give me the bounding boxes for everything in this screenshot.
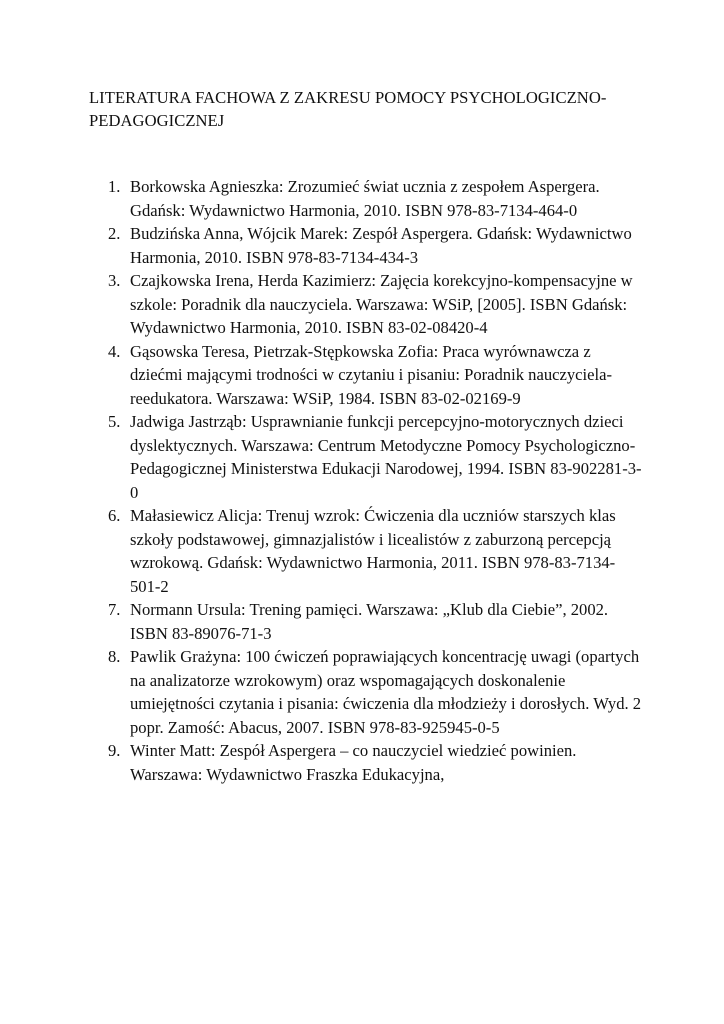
- bibliography-entry: [0, 269, 642, 340]
- entry-text: Jadwiga Jastrząb: Usprawnianie funkcji percepcyjno-motorycznych dzieci dyslektycznych. Warszawa: Centrum Metodyczne Pomocy Psychologiczno-Pedagogicznej Ministerstwa Edukacji Narodowej, 1994. ISBN 83-902281-3-0: [130, 412, 642, 502]
- entry-text: Czajkowska Irena, Herda Kazimierz: Zajęcia korekcyjno-kompensacyjne w szkole: Poradnik dla nauczyciela. Warszawa: WSiP, [2005]. ISBN Gdańsk: Wydawnictwo Harmonia, 2010. ISBN 83-02-08420-4: [130, 271, 633, 337]
- bibliography-entry: [0, 645, 642, 739]
- bibliography-entry: [0, 598, 642, 645]
- entry-text: Pawlik Grażyna: 100 ćwiczeń poprawiających koncentrację uwagi (opartych na analizatorze wzrokowym) oraz wspomagających doskonalenie umiejętności czytania i pisania: ćwiczenia dla młodzieży i dorosłych. Wyd. 2 popr. Zamość: Abacus, 2007. ISBN 978-83-925945-0-5: [130, 647, 642, 737]
- bibliography-entry: [0, 410, 642, 504]
- entry-number: 6.: [108, 506, 121, 525]
- entry-text: Normann Ursula: Trening pamięci. Warszawa: „Klub dla Ciebie”, 2002. ISBN 83-89076-71-3: [130, 600, 609, 643]
- bibliography-entry: [0, 504, 642, 598]
- entry-text: Budzińska Anna, Wójcik Marek: Zespół Aspergera. Gdańsk: Wydawnictwo Harmonia, 2010. ISBN 978-83-7134-434-3: [130, 224, 632, 267]
- entry-text: Borkowska Agnieszka: Zrozumieć świat ucznia z zespołem Aspergera. Gdańsk: Wydawnictwo Harmonia, 2010. ISBN 978-83-7134-464-0: [130, 177, 600, 220]
- bibliography-list: [0, 175, 724, 786]
- document-title: LITERATURA FACHOWA Z ZAKRESU POMOCY PSYCHOLOGICZNO-PEDAGOGICZNEJ: [89, 88, 607, 130]
- entry-number: 8.: [108, 647, 121, 666]
- entry-number: 1.: [108, 177, 121, 196]
- entry-number: 5.: [108, 412, 121, 431]
- bibliography-entry: [0, 222, 642, 269]
- entry-text: Małasiewicz Alicja: Trenuj wzrok: Ćwiczenia dla uczniów starszych klas szkoły podstawowej, gimnazjalistów i licealistów z zaburzoną percepcją wzrokową. Gdańsk: Wydawnictwo Harmonia, 2011. ISBN 978-83-7134-501-2: [130, 506, 616, 596]
- bibliography-entry: [0, 739, 642, 786]
- entry-number: 3.: [108, 271, 121, 290]
- entry-number: 7.: [108, 600, 121, 619]
- entry-number: 9.: [108, 741, 121, 760]
- entry-text: Winter Matt: Zespół Aspergera – co nauczyciel wiedzieć powinien. Warszawa: Wydawnictwo Fraszka Edukacyjna,: [130, 741, 577, 784]
- entry-number: 4.: [108, 341, 121, 361]
- entry-number: 2.: [108, 224, 121, 243]
- bibliography-entry: [0, 340, 642, 411]
- bibliography-entry: [0, 175, 642, 222]
- entry-text: Gąsowska Teresa, Pietrzak-Stępkowska Zofia: Praca wyrównawcza z dziećmi mającymi trodności w czytaniu i pisaniu: Poradnik nauczyciela-reedukatora. Warszawa: WSiP, 1984. ISBN 83-02-02169-9: [130, 341, 612, 408]
